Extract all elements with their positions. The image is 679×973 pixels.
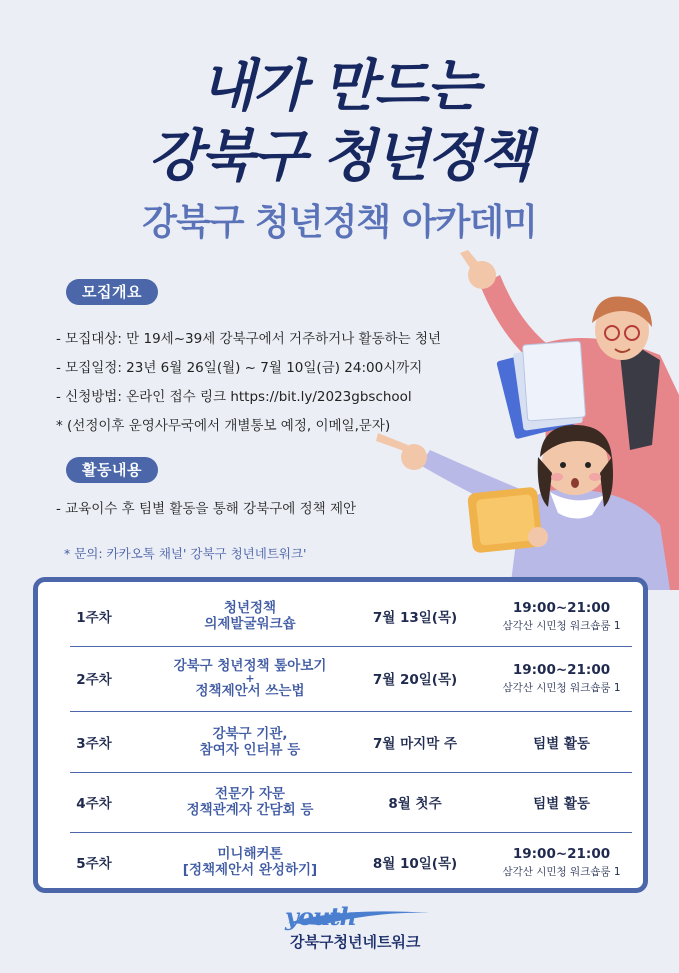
session-date: 8월 첫주 xyxy=(388,796,442,812)
week-label: 5주차 xyxy=(76,856,112,872)
activity-description: - 교육이수 후 팀별 활동을 통해 강북구에 정책 제안 xyxy=(56,501,357,517)
session-time: 19:00~21:00 xyxy=(512,599,611,616)
session-place: 삼각산 시민청 워크숍룸 1 xyxy=(502,681,621,694)
session-date: 7월 13일(목) xyxy=(372,610,458,626)
topic-line-1: 강북구 기관, xyxy=(212,726,288,742)
session-place: 삼각산 시민청 워크숍룸 1 xyxy=(502,865,621,878)
session-place: 삼각산 시민청 워크숍룸 1 xyxy=(502,619,621,632)
title-line-1: 내가 만드는 xyxy=(200,54,479,119)
session-date: 8월 10일(목) xyxy=(372,856,458,872)
subtitle: 강북구 청년정책 아카데미 xyxy=(142,202,537,243)
session-topic xyxy=(150,726,350,758)
topic-line-2: 참여자 인터뷰 등 xyxy=(199,742,301,758)
topic-plus: + xyxy=(245,671,255,685)
topic-line-2: 정책제안서 쓰는법 xyxy=(195,682,305,699)
row-divider xyxy=(70,646,632,647)
title-line-2: 강북구 청년정책 xyxy=(148,124,531,189)
topic-line-2: [정책제안서 완성하기] xyxy=(182,862,318,878)
schedule-row xyxy=(38,840,643,884)
topic-line-2: 정책관계자 간담회 등 xyxy=(186,802,314,818)
row-divider xyxy=(70,711,632,712)
session-time-place xyxy=(480,846,643,879)
topic-line-1: 미니해커톤 xyxy=(217,846,283,862)
session-topic xyxy=(150,658,350,699)
session-topic xyxy=(150,846,350,878)
topic-line-1: 청년정책 xyxy=(223,600,277,616)
team-activity: 팀별 활동 xyxy=(533,736,590,752)
recruit-target: - 모집대상: 만 19세~39세 강북구에서 거주하거나 활동하는 청년 xyxy=(56,331,442,347)
recruit-period: - 모집일정: 23년 6월 26일(월) ~ 7월 10일(금) 24:00시까지 xyxy=(56,360,423,376)
recruit-method: - 신청방법: 온라인 접수 링크 https://bit.ly/2023gbschool xyxy=(56,389,412,405)
schedule-row xyxy=(38,780,643,824)
students-illustration xyxy=(360,245,679,590)
session-time-place xyxy=(480,600,643,633)
week-label: 2주차 xyxy=(76,672,112,688)
session-time-place xyxy=(480,662,643,695)
topic-line-1: 강북구 청년정책 톺아보기 xyxy=(173,657,327,674)
schedule-row xyxy=(38,654,643,702)
footer-organization: 강북구청년네트워크 xyxy=(290,933,421,951)
recruit-section-label: 모집개요 xyxy=(66,279,158,305)
week-label: 1주차 xyxy=(76,610,112,626)
session-topic xyxy=(150,786,350,818)
topic-line-2: 의제발굴워크숍 xyxy=(204,616,296,632)
session-date: 7월 마지막 주 xyxy=(373,736,457,752)
topic-line-1: 전문가 자문 xyxy=(215,786,285,802)
week-label: 3주차 xyxy=(76,736,112,752)
week-label: 4주차 xyxy=(76,796,112,812)
schedule-table xyxy=(33,577,648,893)
footer-logo-script: youth xyxy=(285,902,356,931)
schedule-row xyxy=(38,720,643,764)
team-activity: 팀별 활동 xyxy=(533,796,590,812)
session-activity xyxy=(480,792,643,812)
session-topic xyxy=(150,600,350,632)
schedule-row xyxy=(38,596,643,636)
session-activity xyxy=(480,732,643,752)
recruit-note: * (선정이후 운영사무국에서 개별통보 예정, 이메일,문자) xyxy=(56,418,391,434)
row-divider xyxy=(70,832,632,833)
activity-section-label: 활동내용 xyxy=(66,457,158,483)
session-time: 19:00~21:00 xyxy=(512,845,611,862)
row-divider xyxy=(70,772,632,773)
contact-info: * 문의: 카카오톡 채널' 강북구 청년네트워크' xyxy=(64,546,307,561)
session-date: 7월 20일(목) xyxy=(372,672,458,688)
session-time: 19:00~21:00 xyxy=(512,661,611,678)
